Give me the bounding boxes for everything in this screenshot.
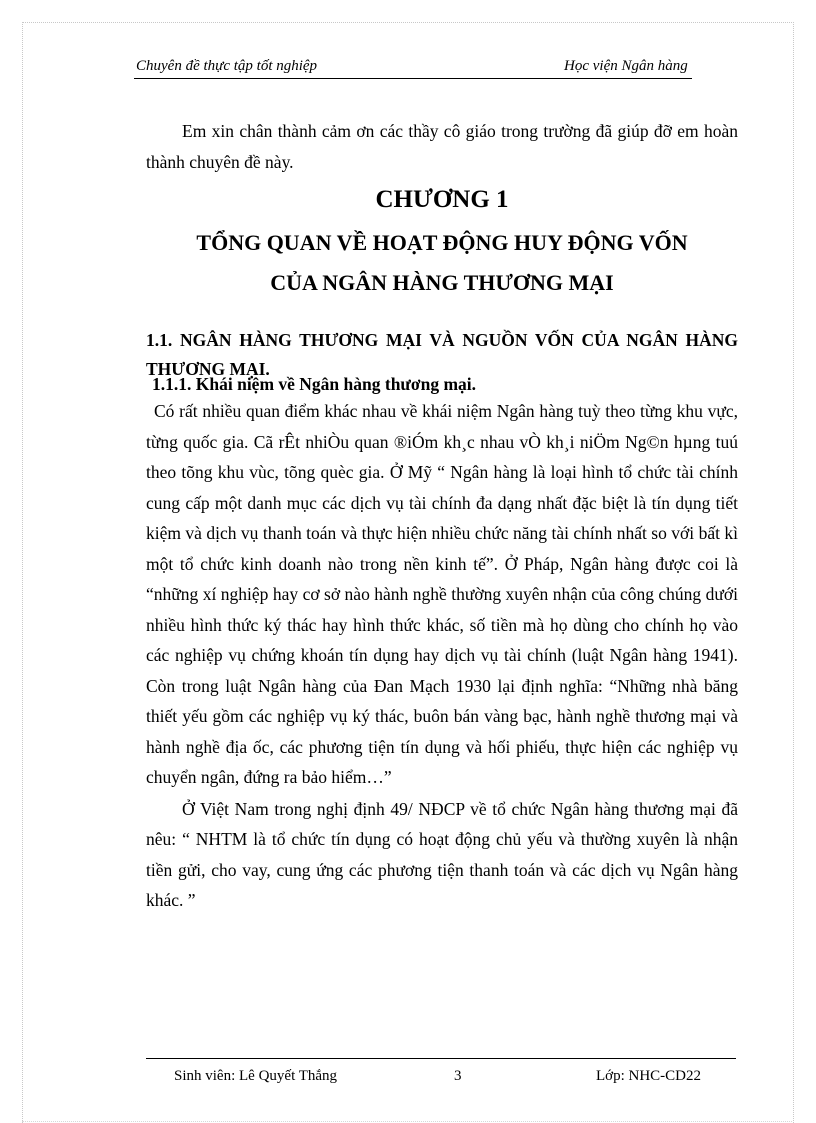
paragraph-vietnam-definition: Ở Việt Nam trong nghị định 49/ NĐCP về tổ chức Ngân hàng thương mại đã nêu: “ NHTM là tổ chức tín dụng có hoạt động chủ yếu và thường xuyên là nhận tiền gửi, cho vay, cung ứng các phương tiện thanh toán và các dịch vụ Ngân hàng khác. ” xyxy=(146,798,738,910)
footer-student: Sinh viên: Lê Quyết Thắng xyxy=(174,1068,338,1084)
intro-block xyxy=(146,116,738,178)
chapter-title-line-2: CỦA NGÂN HÀNG THƯƠNG MẠI xyxy=(270,270,614,295)
header-rule xyxy=(134,78,692,79)
section-heading: 1.1. NGÂN HÀNG THƯƠNG MẠI VÀ NGUỒN VỐN CỦA NGÂN HÀNG THƯƠNG MẠI. xyxy=(146,330,738,379)
intro-paragraph: Em xin chân thành cảm ơn các thầy cô giáo trong trường đã giúp đỡ em hoàn thành chuyên đề này. xyxy=(146,121,738,172)
chapter-number: CHƯƠNG 1 xyxy=(375,186,509,213)
footer-class: Lớp: NHC-CD22 xyxy=(596,1068,702,1084)
page-bottom-border xyxy=(22,1121,792,1122)
footer-rule xyxy=(146,1058,736,1059)
chapter-title-line-1: TỔNG QUAN VỀ HOẠT ĐỘNG HUY ĐỘNG VỐN xyxy=(196,230,688,255)
subsection-heading: 1.1.1. Khái niệm về Ngân hàng thương mại. xyxy=(152,374,477,394)
paragraph-definitions: Có rất nhiều quan điểm khác nhau về khái niệm Ngân hàng tuỳ theo từng khu vực, từng quốc gia. Cã rÊt nhiÒu quan ®iÓm kh¸c nhau vÒ kh¸i niÖm Ng©n hµng tuú theo tõng khu vùc, tõng quèc gia. Ở Mỹ “ Ngân hàng là loại hình tổ chức tài chính cung cấp một danh mục các dịch vụ tài chính đa dạng nhất đặc biệt là tín dụng tiết kiệm và dịch vụ thanh toán và thực hiện nhiều chức năng tài chính nhất so với bất kì một tổ chức kinh doanh nào trong nền kinh tế”. Ở Pháp, Ngân hàng được coi là “những xí nghiệp hay cơ sở nào hành nghề thường xuyên nhận của công chúng dưới nhiều hình thức ký thác hay hình thức khác, số tiền mà họ dùng cho chính họ vào các nghiệp vụ chứng khoán tín dụng hay dịch vụ tài chính (luật Ngân hàng 1941). Còn trong luật Ngân hàng của Đan Mạch 1930 lại định nghĩa: “Những nhà băng thiết yếu gồm các nghiệp vụ ký thác, buôn bán vàng bạc, hành nghề thương mại và hành nghề địa ốc, các phương tiện tín dụng và hối phiếu, thực hiện các nghiệp vụ chuyển ngân, đứng ra bảo hiểm…” xyxy=(146,401,738,787)
header-document-type: Chuyên đề thực tập tốt nghiệp xyxy=(136,58,318,74)
footer-page-number: 3 xyxy=(454,1068,462,1084)
header-institution: Học viện Ngân hàng xyxy=(564,58,688,74)
body-text xyxy=(146,396,738,916)
